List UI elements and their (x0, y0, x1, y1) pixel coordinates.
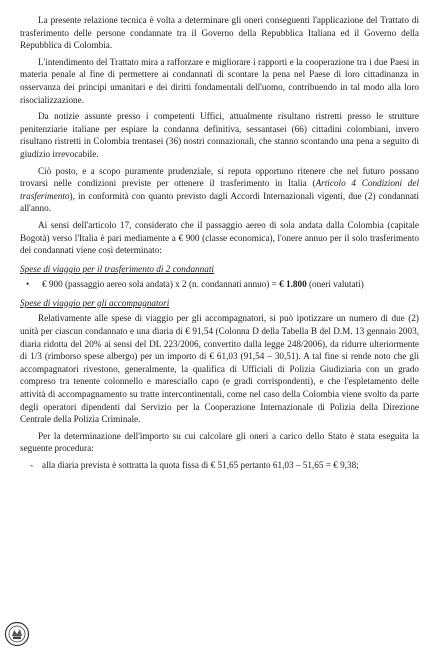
bullet-transfer-calculation (20, 278, 419, 291)
bullet-text-a: € 900 (passaggio aereo sola andata) x 2 (n. condannati annuo) = (42, 279, 280, 290)
bullet-text-b: (oneri valutati) (306, 279, 364, 290)
paragraph-escort-details: Relativamente alle spese di viaggio per gli accompagnatori, si può ipotizzare un numero di due (2) unità per ciascun condannato e una diaria di € 91,54 (Colonna D della Tabella B del D.M. 13 gennaio 2003, diaria ridotta del 20% ai sensi del DL 223/2006, convertito dalla legge 248/2006), da ridurre ulteriormente di 1/3 (rimborso spese albergo) per un importo di € 61,03 (91,54 – 30,51). A tal fine si rende noto che gli accompagnatori rivestono, generalmente, la qualifica di Ufficiali di Polizia Giudiziaria con un grado compreso tra tenente colonnello e maresciallo capo (e gradi corrispondenti), e che l'espletamento delle attività di accompagnamento su tratte intercontinentali, come nel caso della Colombia viene svolto da parte degli operatori dipendenti dal Servizio per la Cooperazione Internazionale di Polizia della Direzione Centrale della Polizia Criminale. (20, 313, 419, 425)
seal-stamp-icon (4, 621, 30, 647)
heading-escort-costs: Spese di viaggio per gli accompagnatori (20, 297, 170, 308)
paragraph-intro: La presente relazione tecnica è volta a determinare gli oneri conseguenti l'applicazione del Trattato di trasferimento delle persone condannate tra il Governo della Repubblica Italiana ed il Governo della Repubblica di Colombia. (20, 15, 419, 51)
paragraph-estimate (20, 165, 419, 215)
heading-transfer-costs: Spese di viaggio per il trasferimento di 2 condannati (20, 263, 214, 274)
article-reference: Articolo 4 Condizioni del trasferimento (20, 178, 420, 201)
paragraph-detainees: Da notizie assunte presso i competenti Uffici, attualmente risultano ristretti presso le strutture penitenziarie italiane per espiare la condanna definitiva, sessantasei (66) cittadini colombiani, invero risultano ristretti in Colombia trentasei (36) nostri connazionali, che stanno scontando una pena a seguito di giudizio irrevocabile. (20, 111, 419, 159)
bullet-total: € 1.800 (279, 279, 307, 290)
paragraph-treaty-purpose: L'intendimento del Trattato mira a rafforzare e migliorare i rapporti e la cooperazione tra i due Paesi in materia penale al fine di permettere ai condannati di scontare la pena nel Paese di loro cittadinanza in osservanza dei principi umanitari e dei diritti fondamentali dell'uomo, contribuendo in tal modo alla loro risocializzazione. (20, 56, 419, 105)
document-body (20, 14, 419, 472)
paragraph-procedure: Per la determinazione dell'importo su cui calcolare gli oneri a carico dello Stato è stata eseguita la seguente procedura: (20, 430, 419, 454)
estimate-text-b: ), in conformità con quanto previsto dagli Accordi Internazionali vigenti, due (2) condannati all'anno. (20, 190, 419, 214)
estimate-text-a: Ciò posto, e a scopo puramente prudenziale, si reputa opportuno ritenere che nel futuro possano trovarsi nelle condizioni previste per ottenere il trasferimento in Italia ( (20, 165, 419, 189)
dash-item-per-diem: - alla diaria prevista è sottratta la quota fissa di € 51,65 pertanto 61,03 – 51,65 = € 9,38; (20, 459, 419, 472)
paragraph-article-17: Ai sensi dell'articolo 17, considerato che il passaggio aereo di sola andata dalla Colombia (capitale Bogotà) verso l'Italia è pari mediamente a € 900 (classe economica), l'onere annuo per il solo trasferimento dei condannati viene così determinato: (20, 219, 419, 256)
